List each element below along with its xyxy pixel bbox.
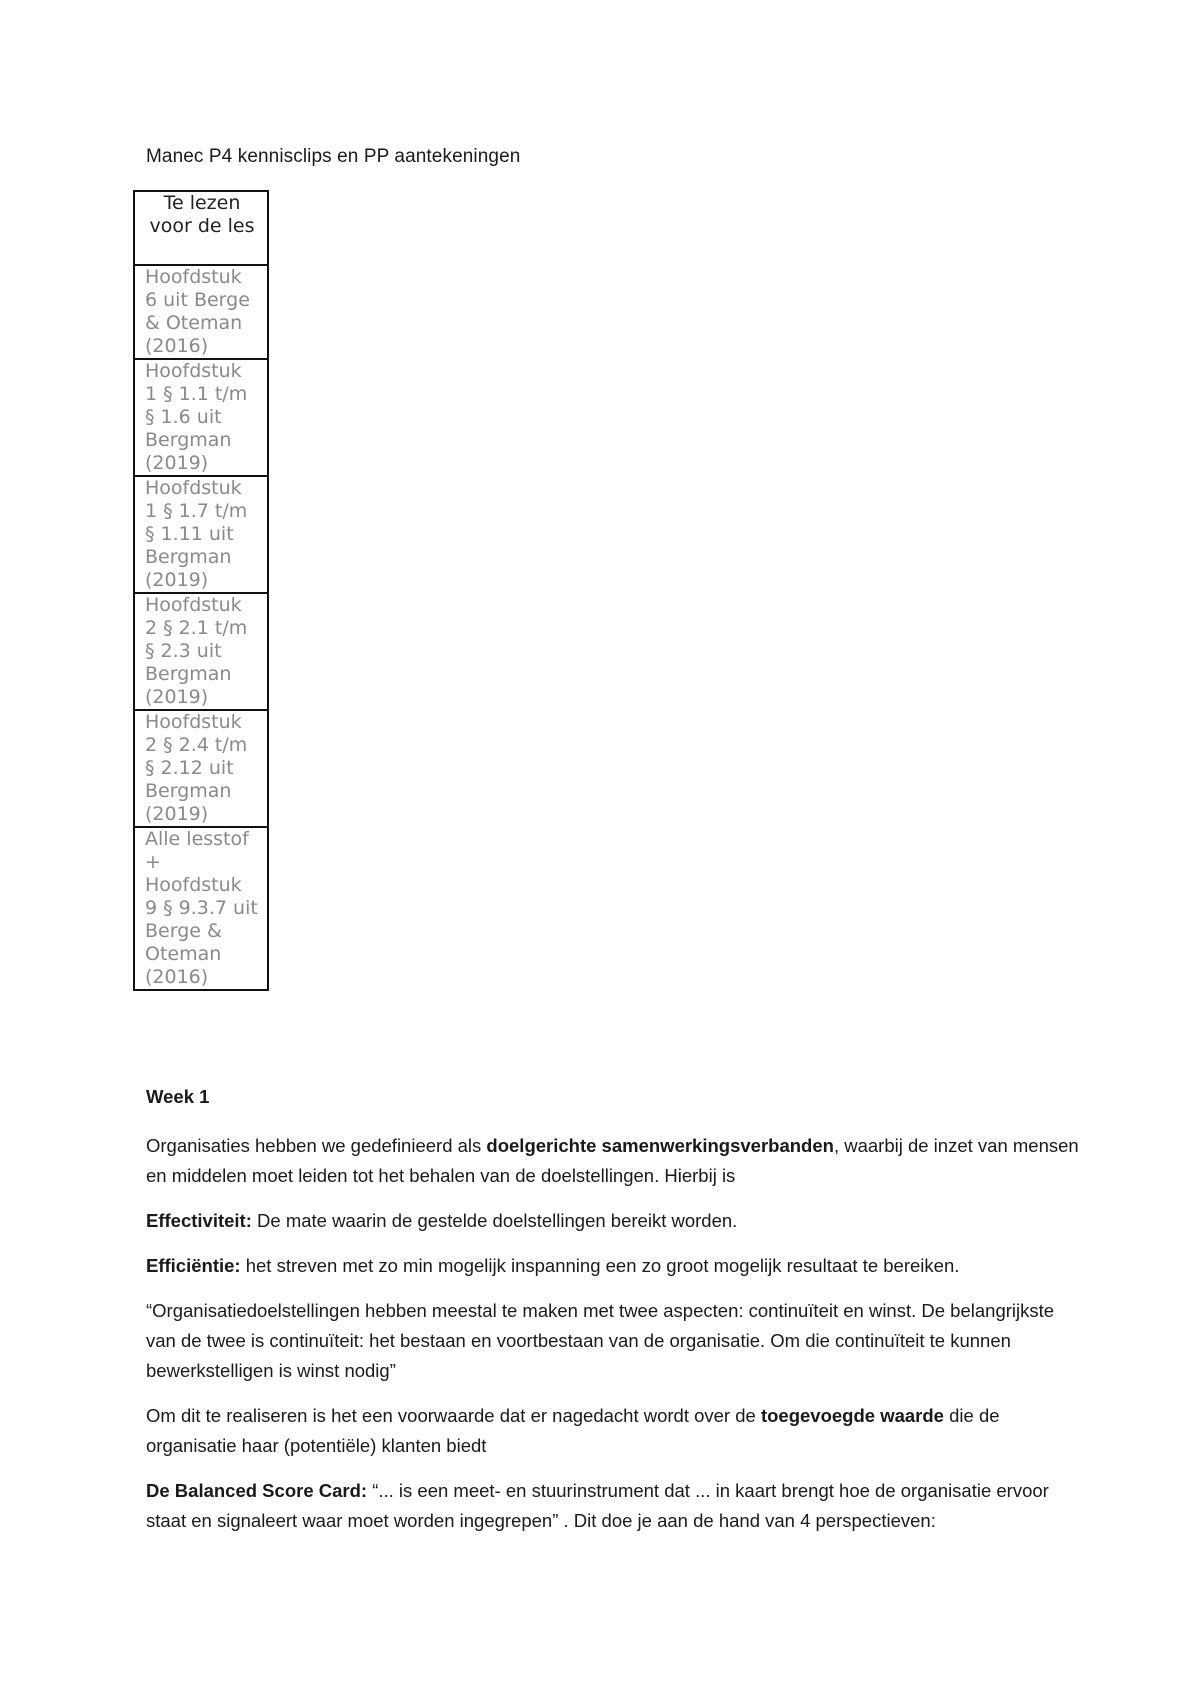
table-header: Te lezen voor de les bbox=[134, 191, 268, 265]
bold-term: doelgerichte samenwerkingsverbanden bbox=[486, 1135, 834, 1156]
table-row: Hoofdstuk 2 § 2.4 t/m § 2.12 uit Bergman (2019) bbox=[134, 710, 268, 827]
text-span: “Organisatiedoelstellingen hebben meestal te maken met twee aspecten: continuïteit en winst. De belangrijkste van de twee is continuïteit: het bestaan en voortbestaan van de organisatie. Om die continuïteit te kunnen bewerkstelligen is winst nodig” bbox=[146, 1300, 1055, 1381]
paragraph-organisaties bbox=[146, 1131, 1086, 1191]
paragraph-efficientie bbox=[146, 1251, 1086, 1281]
document-body bbox=[146, 1082, 1086, 1551]
table-row: Hoofdstuk 6 uit Berge & Oteman (2016) bbox=[134, 265, 268, 359]
paragraph-quote bbox=[146, 1296, 1086, 1386]
page-title: Manec P4 kennisclips en PP aantekeningen bbox=[146, 146, 521, 167]
text-span: De mate waarin de gestelde doelstellingen bereikt worden. bbox=[251, 1210, 738, 1231]
section-heading: Week 1 bbox=[146, 1086, 210, 1107]
paragraph-effectiviteit bbox=[146, 1206, 1086, 1236]
table-row: Alle lesstof + Hoofdstuk 9 § 9.3.7 uit Berge & Oteman (2016) bbox=[134, 827, 268, 990]
text-span: het streven met zo min mogelijk inspanning een zo groot mogelijk resultaat te bereiken. bbox=[240, 1255, 960, 1276]
table-row: Hoofdstuk 2 § 2.1 t/m § 2.3 uit Bergman (2019) bbox=[134, 593, 268, 710]
bold-term: Effectiviteit: bbox=[146, 1210, 252, 1231]
paragraph-toegevoegde-waarde bbox=[146, 1401, 1086, 1461]
table-row: Hoofdstuk 1 § 1.7 t/m § 1.11 uit Bergman (2019) bbox=[134, 476, 268, 593]
text-span: , waarbij de inzet van mensen en middelen moet leiden tot het behalen van de doelstellingen. Hierbij is bbox=[146, 1135, 1079, 1186]
paragraph-balanced-score-card bbox=[146, 1476, 1086, 1536]
bold-term: Efficiëntie: bbox=[146, 1255, 241, 1276]
table-row: Hoofdstuk 1 § 1.1 t/m § 1.6 uit Bergman (2019) bbox=[134, 359, 268, 476]
text-span: Organisaties hebben we gedefinieerd als bbox=[146, 1135, 487, 1156]
bold-term: toegevoegde waarde bbox=[760, 1405, 944, 1426]
text-span: “... is een meet- en stuurinstrument dat ... in kaart brengt hoe de organisatie ervoor staat en signaleert waar moet worden ingegrepen” . Dit doe je aan de hand van 4 perspectieven: bbox=[146, 1480, 1049, 1531]
reading-table bbox=[133, 190, 269, 991]
text-span: die de organisatie haar (potentiële) klanten biedt bbox=[146, 1405, 1000, 1456]
text-span: Om dit te realiseren is het een voorwaarde dat er nagedacht wordt over de bbox=[146, 1405, 761, 1426]
bold-term: De Balanced Score Card: bbox=[146, 1480, 368, 1501]
